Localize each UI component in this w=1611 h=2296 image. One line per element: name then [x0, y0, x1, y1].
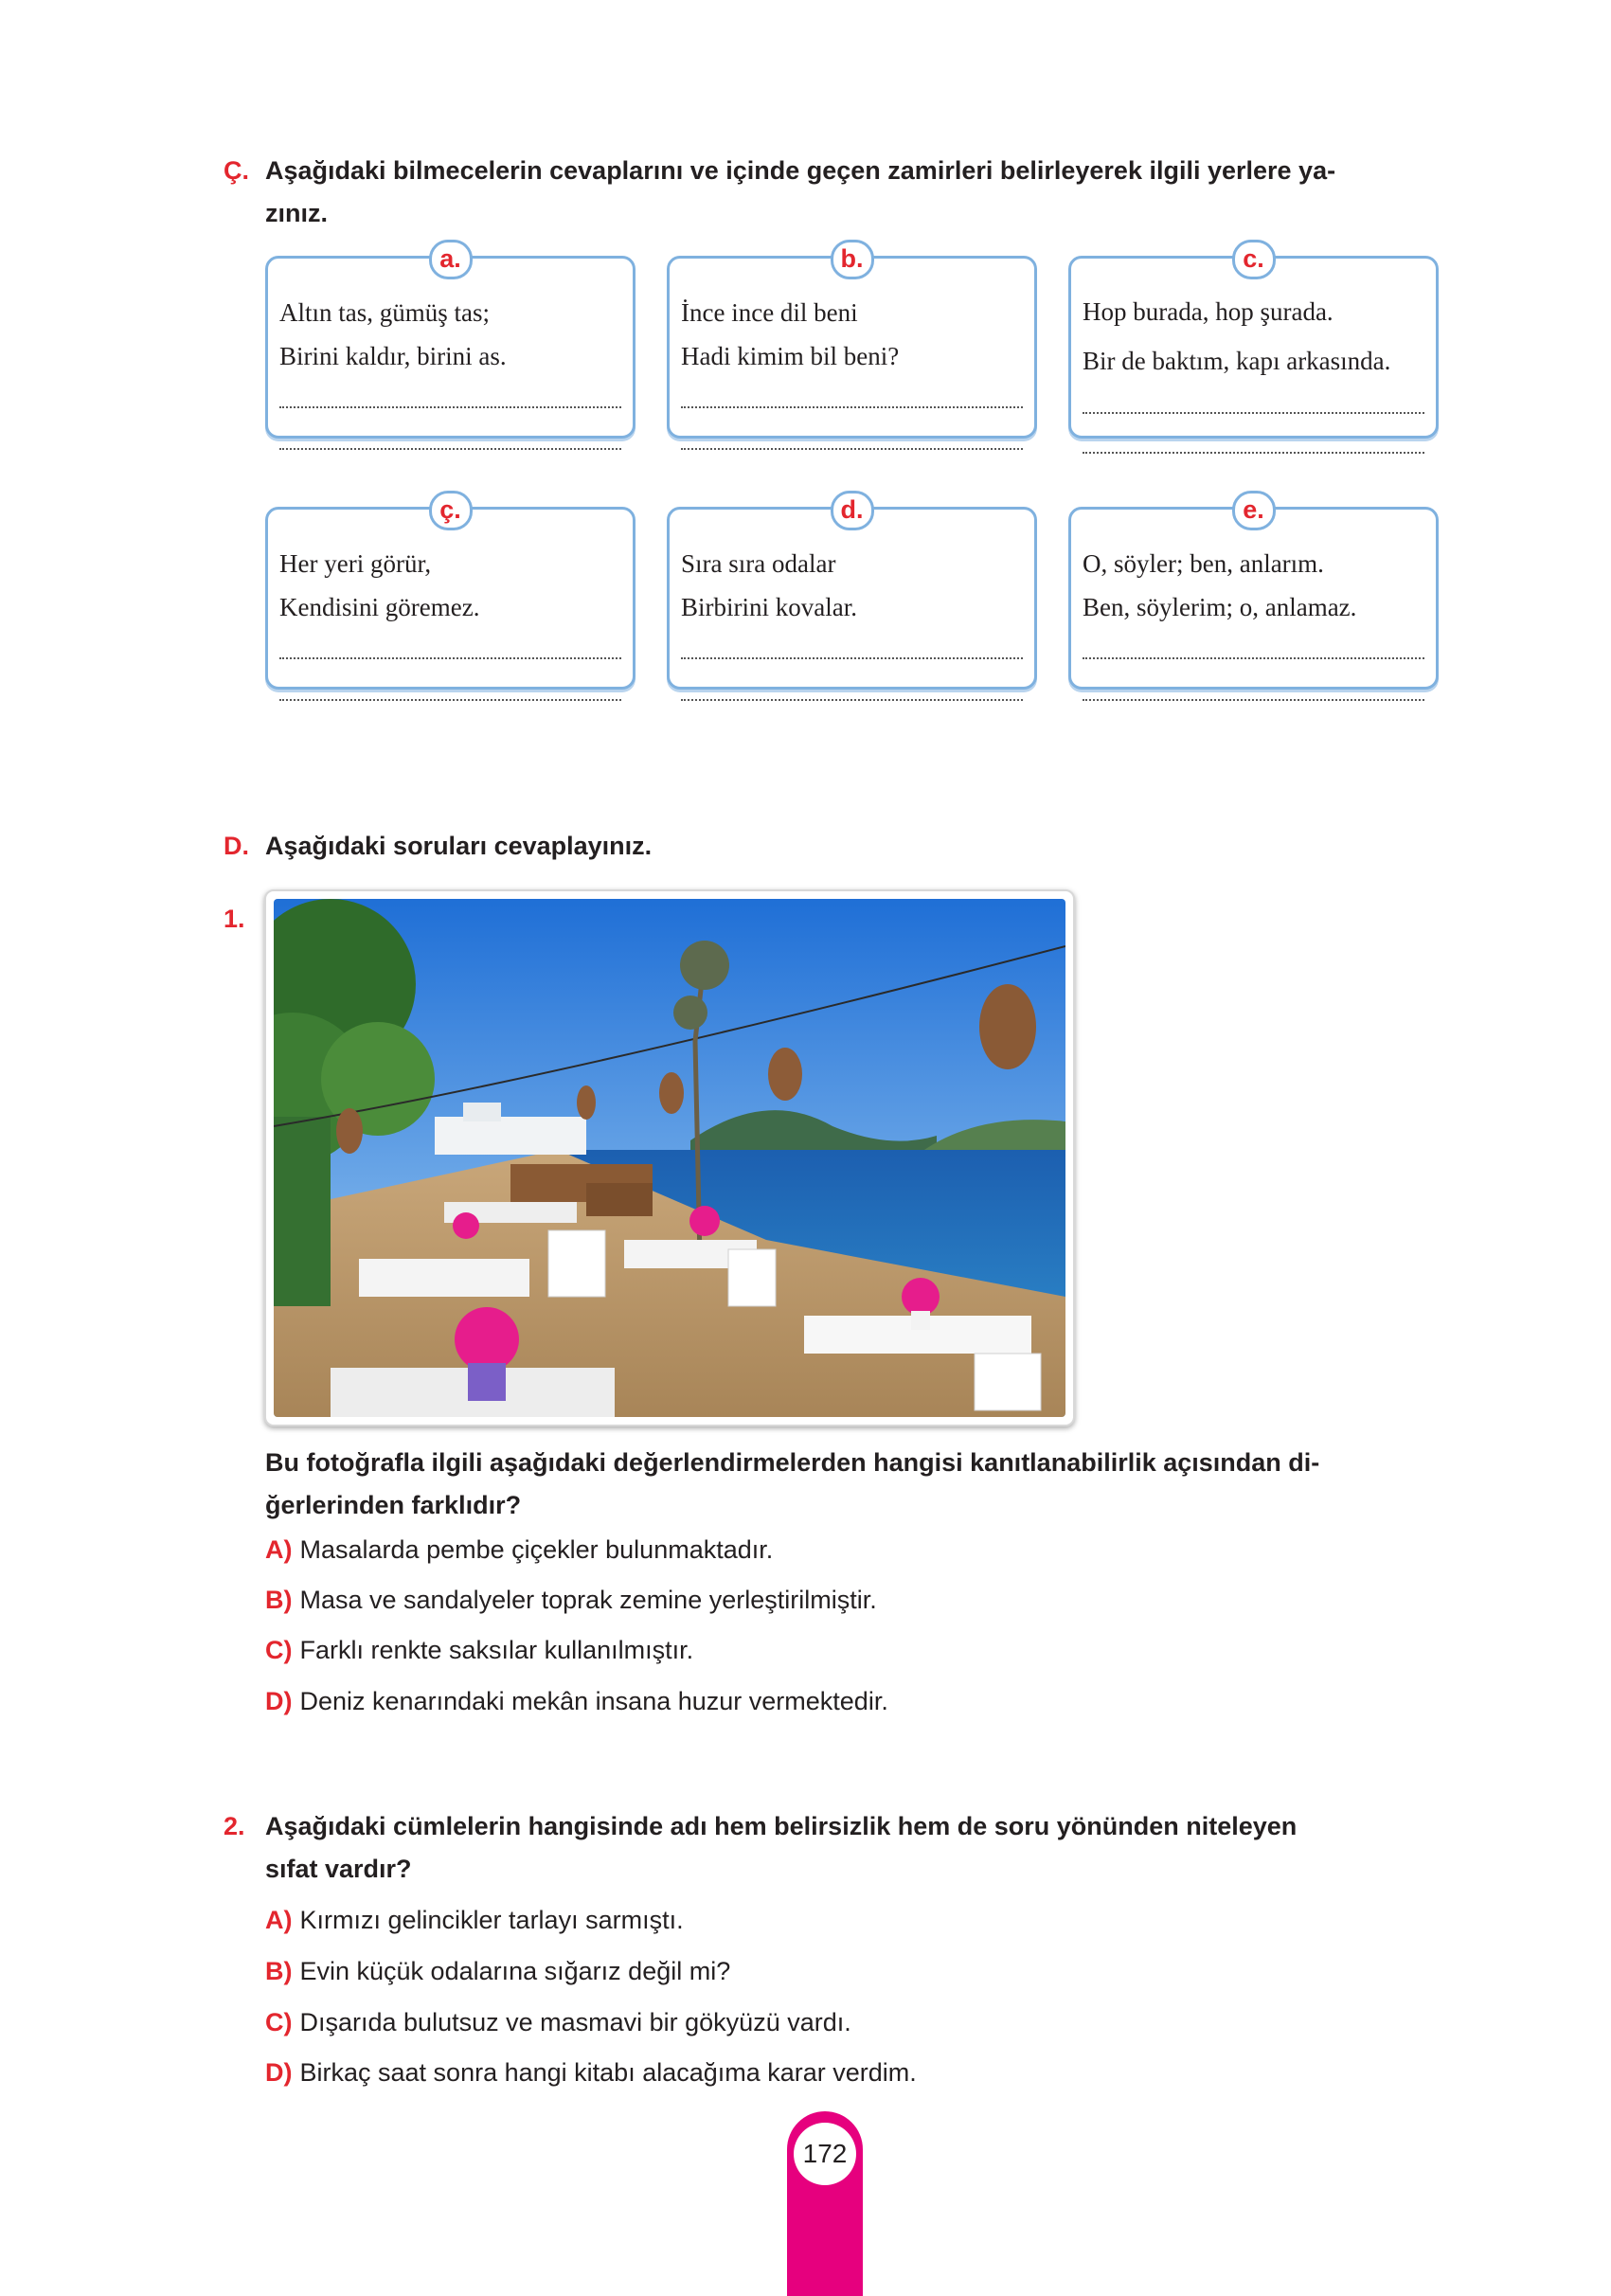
section-c-instruction-line2: zınız. — [265, 199, 328, 227]
question1-option-a[interactable] — [265, 1535, 773, 1565]
answer-line[interactable] — [279, 657, 621, 659]
riddle-line2: Bir de baktım, kapı arkasında. — [1083, 347, 1391, 375]
option-text: Deniz kenarındaki mekân insana huzur vermektedir. — [299, 1687, 888, 1715]
riddle-badge: d. — [831, 491, 874, 530]
answer-line[interactable] — [279, 406, 621, 408]
option-text: Evin küçük odalarına sığarız değil mi? — [299, 1957, 731, 1985]
answer-line[interactable] — [681, 448, 1023, 450]
page-number: 172 — [794, 2123, 856, 2185]
question2-option-d[interactable] — [265, 2058, 917, 2088]
answer-line[interactable] — [1083, 412, 1424, 414]
question2-text-line1: Aşağıdaki cümlelerin hangisinde adı hem belirsizlik hem de soru yönünden niteleyen — [265, 1812, 1298, 1840]
section-c-instruction-line1: Aşağıdaki bilmecelerin cevaplarını ve içinde geçen zamirleri belirleyerek ilgili yerlere ya- — [265, 156, 1336, 185]
option-letter: B) — [265, 1586, 293, 1614]
riddle-line1: İnce ince dil beni — [681, 298, 858, 327]
question2-number: 2. — [224, 1812, 245, 1840]
riddle-badge: a. — [429, 240, 473, 279]
option-letter: D) — [265, 2058, 293, 2087]
riddle-badge: ç. — [429, 491, 473, 530]
riddle-line2: Ben, söylerim; o, anlamaz. — [1083, 593, 1357, 621]
riddle-box-c — [1068, 244, 1439, 439]
answer-line[interactable] — [1083, 699, 1424, 701]
option-letter: C) — [265, 1636, 293, 1664]
question2-option-b[interactable] — [265, 1957, 730, 1986]
riddle-line2: Kendisini göremez. — [279, 593, 480, 621]
option-text: Masa ve sandalyeler toprak zemine yerleştirilmiştir. — [299, 1586, 877, 1614]
riddle-line2: Birbirini kovalar. — [681, 593, 857, 621]
riddle-badge: e. — [1232, 491, 1276, 530]
riddle-line1: Altın tas, gümüş tas; — [279, 298, 490, 327]
question2-option-a[interactable] — [265, 1906, 684, 1935]
riddle-box-b — [667, 244, 1037, 439]
riddle-box-c-cedilla — [265, 495, 635, 690]
riddle-line1: Her yeri görür, — [279, 549, 432, 578]
option-letter: C) — [265, 2008, 293, 2036]
option-text: Masalarda pembe çiçekler bulunmaktadır. — [299, 1535, 774, 1564]
question1-text-line1: Bu fotoğrafla ilgili aşağıdaki değerlendirmelerden hangisi kanıtlanabilirlik açısından di- — [265, 1448, 1320, 1477]
riddle-badge: b. — [831, 240, 874, 279]
answer-line[interactable] — [681, 406, 1023, 408]
photo-illustration — [274, 899, 1065, 1417]
riddle-badge: c. — [1232, 240, 1276, 279]
option-letter: A) — [265, 1535, 293, 1564]
question1-option-d[interactable] — [265, 1687, 888, 1716]
option-text: Dışarıda bulutsuz ve masmavi bir gökyüzü vardı. — [299, 2008, 851, 2036]
riddle-line2: Birini kaldır, birini as. — [279, 342, 507, 370]
option-letter: D) — [265, 1687, 293, 1715]
option-text: Birkaç saat sonra hangi kitabı alacağıma karar verdim. — [299, 2058, 917, 2087]
riddle-line1: Hop burada, hop şurada. — [1083, 297, 1334, 326]
answer-line[interactable] — [681, 657, 1023, 659]
question1-option-b[interactable] — [265, 1586, 877, 1615]
answer-line[interactable] — [1083, 657, 1424, 659]
question2-option-c[interactable] — [265, 2008, 851, 2037]
option-text: Kırmızı gelincikler tarlayı sarmıştı. — [299, 1906, 684, 1934]
question2-text-line2: sıfat vardır? — [265, 1855, 412, 1883]
question1-number: 1. — [224, 905, 245, 933]
question1-option-c[interactable] — [265, 1636, 693, 1665]
answer-line[interactable] — [279, 448, 621, 450]
riddle-line1: Sıra sıra odalar — [681, 549, 836, 578]
section-d-letter: D. — [224, 832, 249, 860]
riddle-line2: Hadi kimim bil beni? — [681, 342, 900, 370]
option-text: Farklı renkte saksılar kullanılmıştır. — [299, 1636, 694, 1664]
answer-line[interactable] — [681, 699, 1023, 701]
seaside-cafe-photo — [264, 889, 1075, 1426]
option-letter: B) — [265, 1957, 293, 1985]
riddle-box-a — [265, 244, 635, 439]
question1-text-line2: ğerlerinden farklıdır? — [265, 1491, 522, 1519]
answer-line[interactable] — [279, 699, 621, 701]
riddle-box-d — [667, 495, 1037, 690]
riddle-box-e — [1068, 495, 1439, 690]
answer-line[interactable] — [1083, 452, 1424, 454]
section-c-letter: Ç. — [224, 156, 249, 185]
riddle-line1: O, söyler; ben, anlarım. — [1083, 549, 1324, 578]
section-d-title: Aşağıdaki soruları cevaplayınız. — [265, 832, 653, 860]
option-letter: A) — [265, 1906, 293, 1934]
